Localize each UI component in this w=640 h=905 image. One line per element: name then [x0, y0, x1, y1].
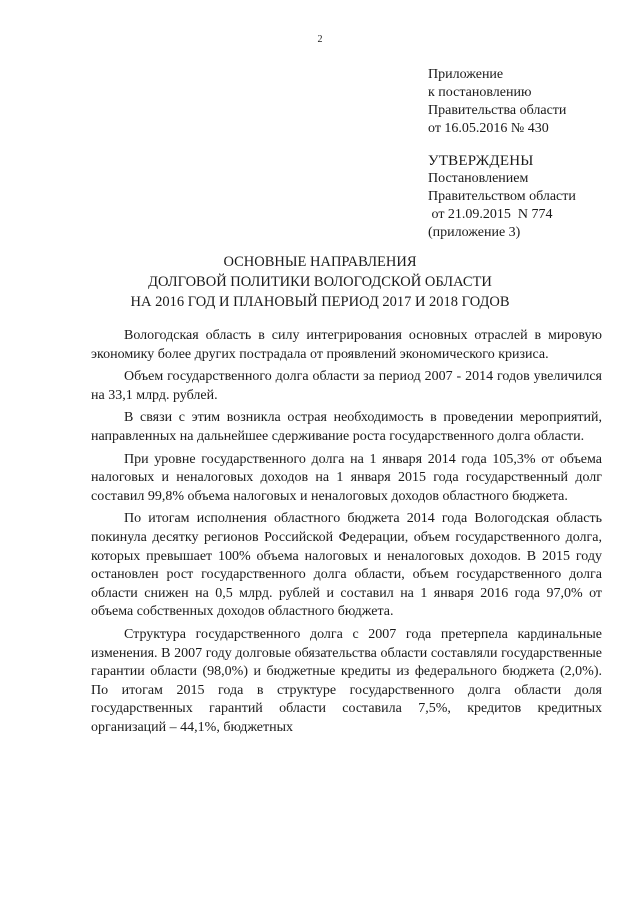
approval-heading: УТВЕРЖДЕНЫ [428, 153, 534, 169]
paragraph: В связи с этим возникла острая необходимость в проведении мероприятий, направленных на дальнейшее сдерживание роста государственного долга области. [91, 410, 602, 444]
approval-block [428, 152, 576, 242]
title-line: НА 2016 ГОД И ПЛАНОВЫЙ ПЕРИОД 2017 И 2018 ГОДОВ [130, 294, 510, 310]
appendix-line: Приложение [428, 67, 504, 82]
approval-line: Постановлением [428, 171, 529, 186]
approval-line: Правительством области [428, 189, 576, 204]
title-line: ОСНОВНЫЕ НАПРАВЛЕНИЯ [223, 254, 417, 270]
appendix-block [428, 66, 566, 138]
paragraph: По итогам исполнения областного бюджета 2014 года Вологодская область покинула десятку регионов Российской Федерации, объем государственного долга, которых превышает 100% объема налоговых и неналоговых доходов. В 2015 году остановлен рост государственного долга области, объем государственного долга области снижен на 0,5 млрд. рублей и составил на 1 января 2016 года 97,0% от объема собственных доходов областного бюджета. [91, 511, 602, 620]
approval-line: от 21.09.2015 N 774 [428, 207, 553, 222]
paragraph: Структура государственного долга с 2007 года претерпела кардинальные изменения. В 2007 году долговые обязательства области составляли государственные гарантии области (98,0%) и бюджетные кредиты из федерального бюджета (2,0%). По итогам 2015 года в структуре государственного долга области доля государственных гарантий области составила 7,5%, кредитов кредитных организаций – 44,1%, бюджетных [91, 626, 602, 735]
document-title [0, 252, 640, 312]
paragraph: Объем государственного долга области за период 2007 - 2014 годов увеличился на 33,1 млрд. рублей. [91, 369, 602, 403]
appendix-line: от 16.05.2016 № 430 [428, 121, 549, 136]
approval-line: (приложение 3) [428, 225, 521, 240]
appendix-line: к постановлению [428, 85, 532, 100]
title-line: ДОЛГОВОЙ ПОЛИТИКИ ВОЛОГОДСКОЙ ОБЛАСТИ [148, 274, 492, 290]
appendix-line: Правительства области [428, 103, 567, 118]
page-number: 2 [317, 34, 323, 45]
paragraph: Вологодская область в силу интегрирования основных отраслей в мировую экономику более других пострадала от проявлений экономического кризиса. [91, 328, 602, 362]
paragraph: При уровне государственного долга на 1 января 2014 года 105,3% от объема налоговых и неналоговых доходов на 1 января 2015 года государственный долг составил 99,8% объема налоговых и неналоговых доходов областного бюджета. [91, 451, 602, 504]
document-body [91, 327, 602, 741]
